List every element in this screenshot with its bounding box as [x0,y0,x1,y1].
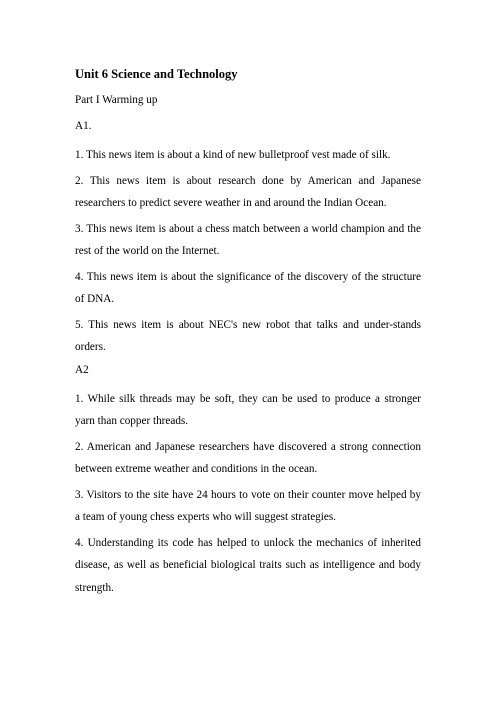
a1-item-1: 1. This news item is about a kind of new bulletproof vest made of silk. [75,149,391,161]
section-heading: Part I Warming up [75,94,158,106]
document-page [75,60,421,602]
a1-item-4: 4. This news item is about the significance of the discovery of the structure of DNA. [75,270,421,305]
a1-item-2: 2. This news item is about research done by American and Japanese researchers to predict severe weather in and around the Indian Ocean. [75,174,421,209]
a1-item-5: 5. This news item is about NEC's new robot that talks and under-stands orders. [75,318,421,353]
a2-item-2: 2. American and Japanese researchers have discovered a strong connection between extreme weather and conditions in the ocean. [75,440,421,475]
unit-title: Unit 6 Science and Technology [75,67,238,81]
a2-item-3: 3. Visitors to the site have 24 hours to vote on their counter move helped by a team of young chess experts who will suggest strategies. [75,488,421,523]
a1-label: A1. [75,120,92,132]
a2-item-1: 1. While silk threads may be soft, they can be used to produce a stronger yarn than copper threads. [75,392,421,427]
a1-item-3: 3. This news item is about a chess match between a world champion and the rest of the world on the Internet. [75,222,421,257]
a2-item-4: 4. Understanding its code has helped to unlock the mechanics of inherited disease, as well as beneficial biological traits such as intelligence and body strength. [75,536,421,594]
a2-label: A2 [75,363,89,376]
